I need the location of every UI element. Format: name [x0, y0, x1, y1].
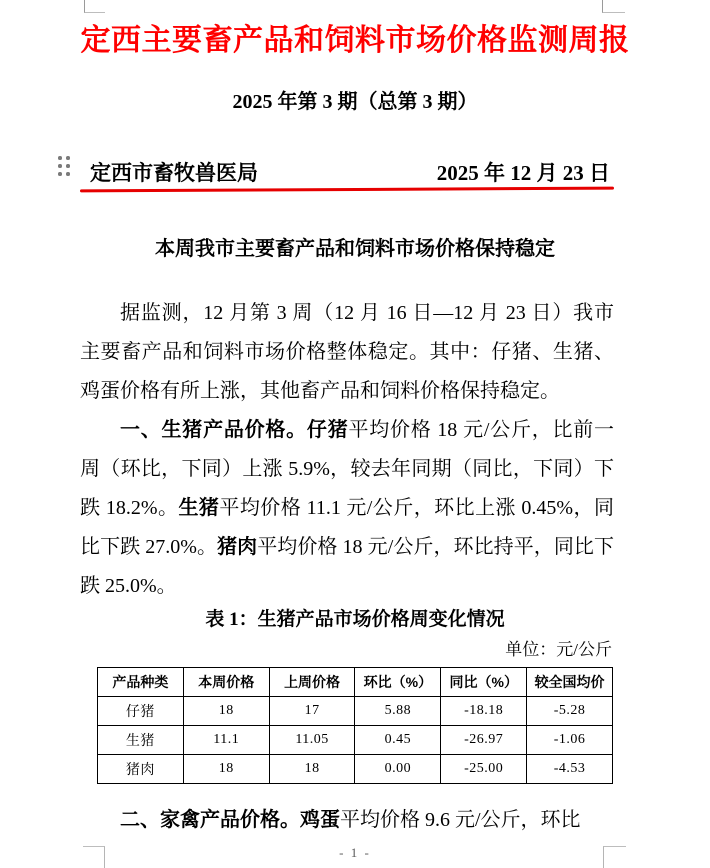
emphasis-term: 仔猪: [306, 419, 349, 441]
column-header: 较全国均价: [527, 668, 613, 697]
text-boundary-mark-top-left: [84, 0, 105, 13]
red-divider-rule: [80, 187, 614, 193]
table-cell: 17: [269, 697, 355, 726]
text-boundary-mark-top-right: [602, 0, 625, 13]
table-cell: 18: [269, 755, 355, 784]
emphasis-term: 生猪: [178, 497, 220, 519]
table-cell: 11.1: [183, 726, 269, 755]
table-cell: 11.05: [269, 726, 355, 755]
table-cell: 5.88: [355, 697, 441, 726]
column-header: 本周价格: [183, 668, 269, 697]
block-drag-handle-icon[interactable]: [58, 156, 70, 176]
table-cell: 0.45: [355, 726, 441, 755]
paragraph-text: 平均价格 18 元/公斤，比前一周（环比，下同）上涨 5.9%，较去年同期（同比，下同）下跌 18.2%。: [80, 419, 615, 519]
paragraph-text: 据监测，12 月第 3 周（12 月 16 日—12 月 23 日）我市主要畜产品和饲料市场价格整体稳定。其中：仔猪、生猪、鸡蛋价格有所上涨，其他畜产品和饲料价格保持稳定。: [80, 302, 614, 402]
table-cell: -25.00: [441, 755, 527, 784]
masthead-row: [90, 161, 610, 185]
table-row: [98, 755, 613, 784]
table-cell: 生猪: [98, 726, 184, 755]
table-cell: -26.97: [441, 726, 527, 755]
paragraph-3: [80, 801, 614, 840]
paragraph-1: [80, 294, 614, 411]
table-cell: 仔猪: [98, 697, 184, 726]
table-cell: -1.06: [527, 726, 613, 755]
table-cell: 0.00: [355, 755, 441, 784]
table-cell: 18: [183, 697, 269, 726]
table-unit-label: 单位：元/公斤: [505, 640, 612, 659]
paragraph-text: 平均价格 9.6 元/公斤，环比: [340, 809, 581, 831]
report-date: 2025 年 12 月 23 日: [436, 161, 610, 185]
report-title: 定西主要畜产品和饲料市场价格监测周报: [80, 24, 630, 57]
column-header: 环比（%）: [355, 668, 441, 697]
page-number: - 1 -: [339, 845, 371, 860]
emphasis-term: 鸡蛋: [300, 809, 340, 831]
pig-price-table: [97, 667, 613, 784]
column-header: 产品种类: [98, 668, 184, 697]
column-header: 同比（%）: [441, 668, 527, 697]
column-header: 上周价格: [269, 668, 355, 697]
article-heading: 本周我市主要畜产品和饲料市场价格保持稳定: [155, 238, 555, 260]
table-row: [98, 697, 613, 726]
paragraph-text: 平均价格 11.1 元/公斤，环比上涨 0.45%，同比下跌 27.0%。: [80, 497, 614, 558]
table-row: [98, 726, 613, 755]
paragraph-text: 平均价格 18 元/公斤，环比持平，同比下跌 25.0%。: [80, 536, 614, 597]
table-cell: -4.53: [527, 755, 613, 784]
issue-line: 2025 年第 3 期（总第 3 期）: [232, 91, 478, 113]
section-label: 二、家禽产品价格。: [120, 809, 300, 831]
table-cell: 猪肉: [98, 755, 184, 784]
paragraph-2: [80, 411, 614, 606]
agency-name: 定西市畜牧兽医局: [90, 161, 258, 185]
table-cell: 18: [183, 755, 269, 784]
section-label: 一、生猪产品价格。: [120, 419, 307, 441]
table-caption: 表 1：生猪产品市场价格周变化情况: [205, 609, 505, 630]
table-header-row: [98, 668, 613, 697]
table-cell: -18.18: [441, 697, 527, 726]
table-cell: -5.28: [527, 697, 613, 726]
emphasis-term: 猪肉: [217, 536, 258, 558]
